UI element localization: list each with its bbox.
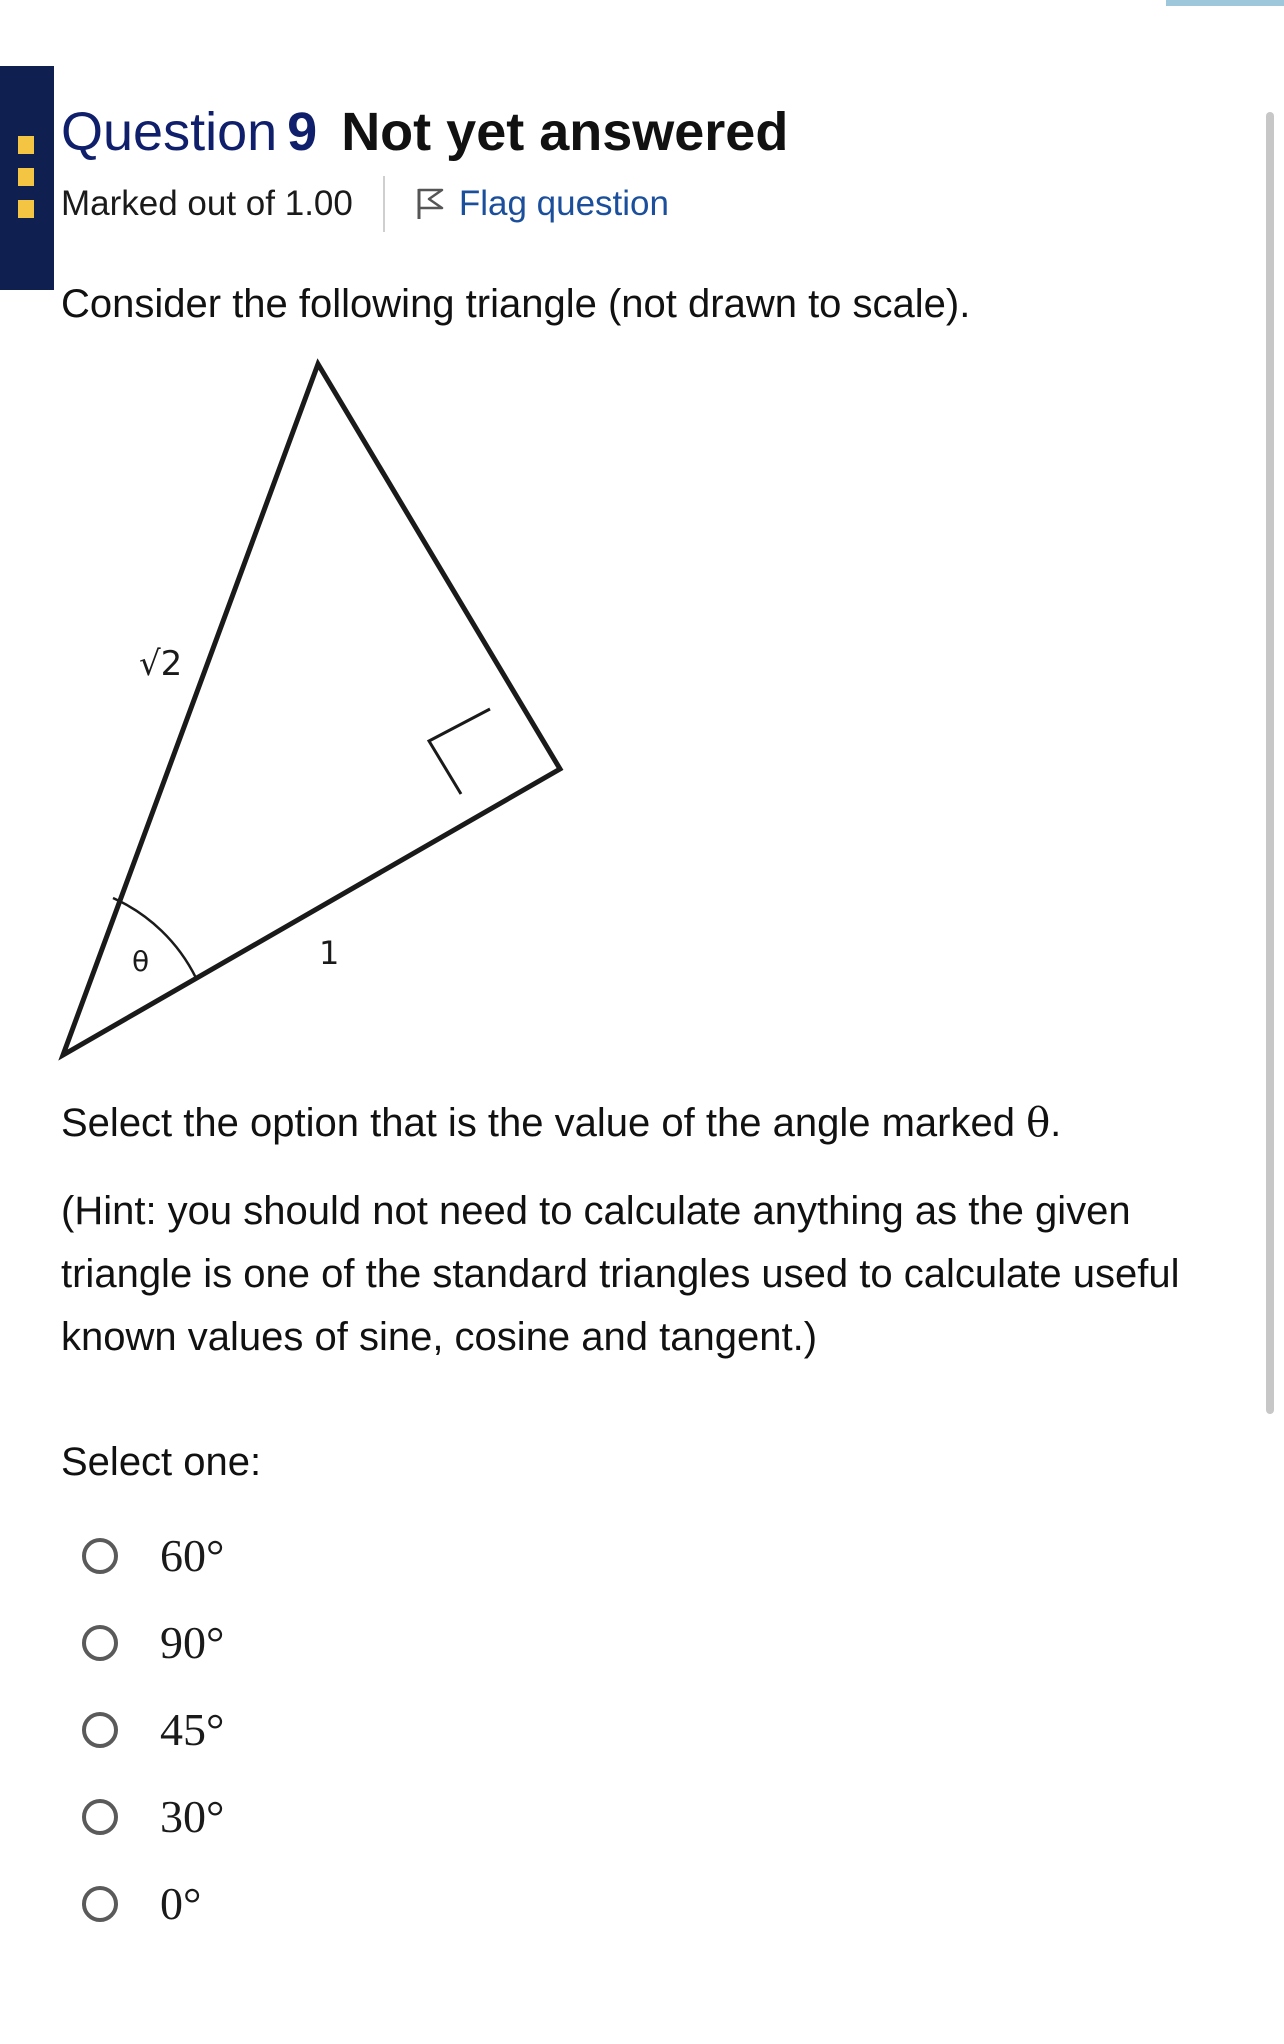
flag-icon [415, 187, 445, 221]
answer-option[interactable] [82, 1512, 224, 1599]
option-label[interactable]: 60° [160, 1530, 225, 1581]
option-label[interactable]: 90° [160, 1617, 225, 1668]
radio-button[interactable] [82, 1712, 118, 1748]
option-label[interactable]: 0° [160, 1878, 202, 1929]
adjacent-label: 1 [319, 934, 340, 972]
answer-options [82, 1512, 224, 1947]
radio-button[interactable] [82, 1538, 118, 1574]
top-accent-bar [1166, 0, 1284, 6]
radio-button[interactable] [82, 1886, 118, 1922]
question-number: 9 [287, 102, 318, 162]
question-state: Not yet answered [341, 102, 789, 162]
angle-arc [113, 898, 196, 978]
vertical-scrollbar[interactable] [1266, 112, 1274, 1414]
prompt-end: . [1050, 1101, 1062, 1145]
hypotenuse-label: √2 [139, 644, 183, 684]
radio-button[interactable] [82, 1799, 118, 1835]
angle-label: θ [132, 945, 150, 978]
question-prompt [61, 1097, 1061, 1149]
question-info [61, 176, 669, 232]
question-intro: Consider the following triangle (not drawn to scale). [61, 282, 971, 326]
question-nav-tab[interactable] [0, 66, 54, 290]
divider [383, 176, 385, 232]
answer-option[interactable] [82, 1599, 224, 1686]
flag-question-label: Flag question [458, 184, 669, 223]
radio-button[interactable] [82, 1625, 118, 1661]
prompt-theta-symbol: θ [1026, 1100, 1051, 1146]
right-angle-marker [429, 709, 490, 794]
option-label[interactable]: 45° [160, 1704, 225, 1755]
marks-info: Marked out of 1.00 [61, 184, 353, 223]
triangle-figure [50, 350, 590, 1070]
question-hint: (Hint: you should not need to calculate anything as the given triangle is one of the standard triangles used to calculate useful known values of sine, cosine and tangent.) [61, 1189, 1180, 1359]
flag-question-link[interactable] [415, 184, 669, 224]
question-word: Question [61, 102, 278, 162]
nav-marker-icon [18, 168, 34, 186]
answer-option[interactable] [82, 1860, 224, 1947]
question-heading [61, 100, 788, 164]
option-label[interactable]: 30° [160, 1791, 225, 1842]
select-one-label: Select one: [61, 1440, 262, 1484]
answer-option[interactable] [82, 1773, 224, 1860]
nav-marker-icon [18, 200, 34, 218]
prompt-text: Select the option that is the value of the angle marked [61, 1101, 1027, 1145]
nav-marker-icon [18, 136, 34, 154]
answer-option[interactable] [82, 1686, 224, 1773]
